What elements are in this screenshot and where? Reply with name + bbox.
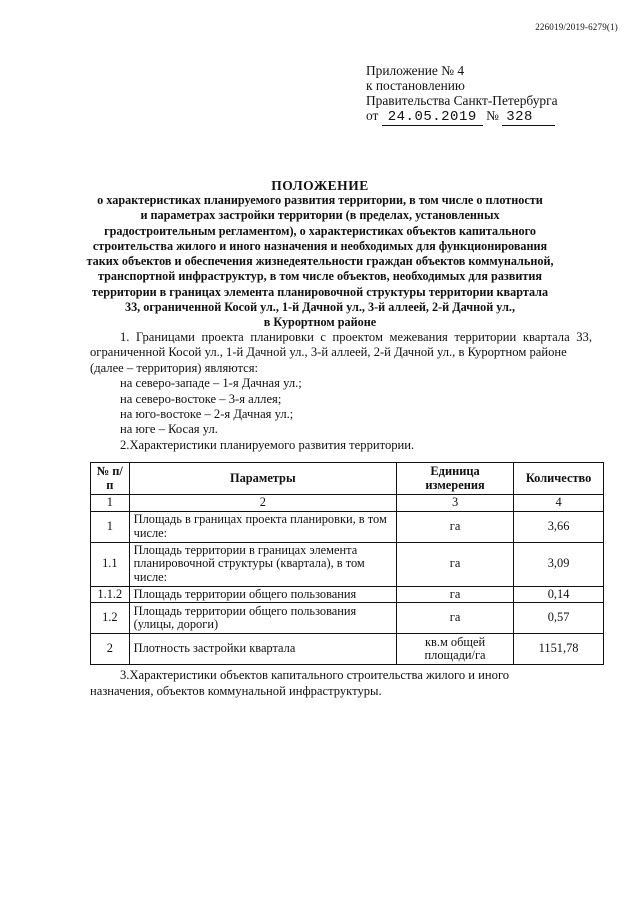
from-label: от xyxy=(366,108,379,123)
subtitle-line: в Курортном районе xyxy=(263,315,377,330)
row-param: Площадь территории в границах элемента планировочной структуры (квартала), в том числе: xyxy=(129,542,396,586)
row-qty: 0,57 xyxy=(514,603,604,634)
appendix-line-3: Правительства Санкт-Петербурга xyxy=(366,93,558,108)
boundary-line: на северо-западе – 1-я Дачная ул.; xyxy=(120,376,302,391)
paragraph-line: 3.Характеристики объектов капитального строительства жилого и иного xyxy=(120,668,510,682)
subtitle-line: градостроительным регламентом), о характеристиках объектов капитального xyxy=(104,223,536,238)
table-row xyxy=(91,586,604,603)
index-cell: 4 xyxy=(514,495,604,512)
subtitle-line: и параметрах застройки территории (в пределах, установленных xyxy=(140,208,500,223)
boundary-line: на юге – Косая ул. xyxy=(120,422,218,437)
subtitle-line: транспортной инфраструктур, в том числе объектов, необходимых для развития xyxy=(97,269,543,284)
appendix-line-2: к постановлению xyxy=(366,78,465,93)
paragraph-line: назначения, объектов коммунальной инфраструктуры. xyxy=(90,683,382,698)
row-unit: га xyxy=(396,586,513,603)
subtitle-line: таких объектов и обеспечения жизнедеятельности граждан объектов коммунальной, xyxy=(86,254,554,269)
document-id: 226019/2019-6279(1) xyxy=(535,22,618,32)
row-param: Площадь территории общего пользования (улицы, дороги) xyxy=(129,603,396,634)
table-header-row xyxy=(91,463,604,495)
paragraph-line: 1. Границами проекта планировки с проектом межевания территории квартала 33, xyxy=(120,330,592,344)
appendix-line-1: Приложение № 4 xyxy=(366,63,465,78)
row-unit: кв.м общей площади/га xyxy=(396,634,513,665)
row-param: Плотность застройки квартала xyxy=(129,634,396,665)
subtitle-line: территории в границах элемента планировочной структуры территории квартала xyxy=(91,284,549,299)
index-cell: 3 xyxy=(396,495,513,512)
appendix-block xyxy=(366,63,558,126)
header-unit: Единица измерения xyxy=(396,463,513,495)
table-row xyxy=(91,542,604,586)
row-unit: га xyxy=(396,511,513,542)
header-param: Параметры xyxy=(129,463,396,495)
row-qty: 0,14 xyxy=(514,586,604,603)
row-qty: 1151,78 xyxy=(514,634,604,665)
row-unit: га xyxy=(396,542,513,586)
header-qty: Количество xyxy=(514,463,604,495)
row-qty: 3,66 xyxy=(514,511,604,542)
index-cell: 1 xyxy=(91,495,130,512)
table-row xyxy=(91,511,604,542)
subtitle-line: о характеристиках планируемого развития территории, в том числе о плотности xyxy=(97,193,543,207)
row-param: Площадь в границах проекта планировки, в том числе: xyxy=(129,511,396,542)
appendix-date-row xyxy=(366,108,558,126)
row-param: Площадь территории общего пользования xyxy=(129,586,396,603)
row-num: 1 xyxy=(91,511,130,542)
section-1-text xyxy=(90,330,592,453)
parameters-table xyxy=(90,462,604,665)
boundary-line: на северо-востоке – 3-я аллея; xyxy=(120,391,282,406)
boundary-line: на юго-востоке – 2-я Дачная ул.; xyxy=(120,407,294,422)
paragraph-line: (далее – территория) являются: xyxy=(90,360,259,375)
row-qty: 3,09 xyxy=(514,542,604,586)
index-cell: 2 xyxy=(129,495,396,512)
number-label: № xyxy=(486,108,499,123)
document-subtitle xyxy=(80,193,560,331)
table-index-row xyxy=(91,495,604,512)
section-2-heading: 2.Характеристики планируемого развития территории. xyxy=(120,437,415,452)
decree-number: 328 xyxy=(506,109,533,125)
section-3-text xyxy=(90,668,592,699)
table-row xyxy=(91,634,604,665)
table-row xyxy=(91,603,604,634)
row-unit: га xyxy=(396,603,513,634)
decree-date: 24.05.2019 xyxy=(387,109,477,125)
subtitle-line: строительства жилого и иного назначения и необходимых для функционирования xyxy=(92,238,548,253)
row-num: 2 xyxy=(91,634,130,665)
subtitle-line: 33, ограниченной Косой ул., 1-й Дачной ул., 3-й аллеей, 2-й Дачной ул., xyxy=(124,300,516,315)
row-num: 1.1.2 xyxy=(91,586,130,603)
paragraph-line: ограниченной Косой ул., 1-й Дачной ул., 3-й аллеей, 2-й Дачной ул., в Курортном районе xyxy=(90,345,567,360)
row-num: 1.1 xyxy=(91,542,130,586)
row-num: 1.2 xyxy=(91,603,130,634)
document-title: ПОЛОЖЕНИЕ xyxy=(271,178,369,193)
header-num: № п/п xyxy=(91,463,130,495)
